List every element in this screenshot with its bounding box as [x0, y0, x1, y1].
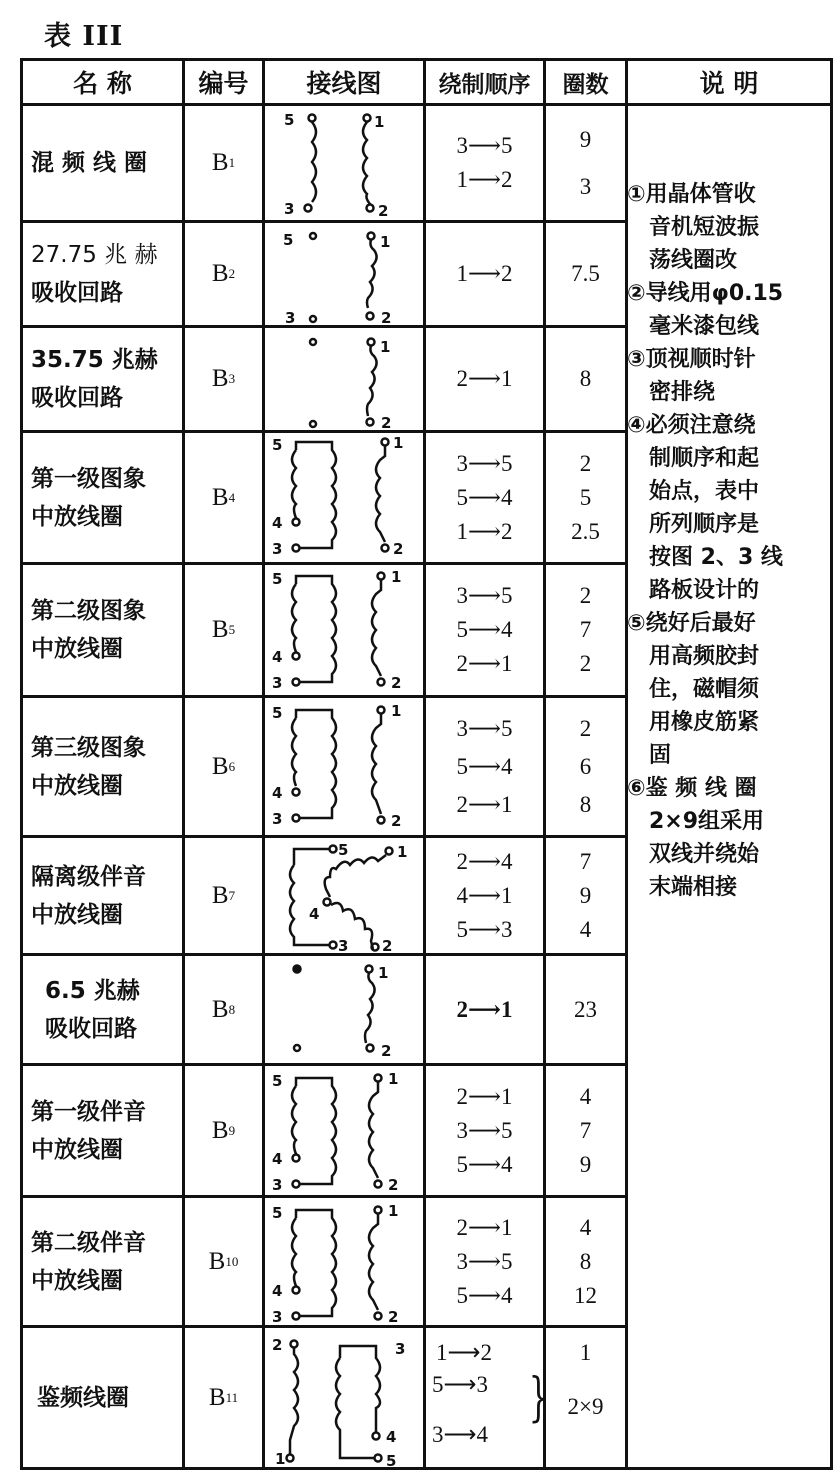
name-line: 中放线圈: [31, 1136, 123, 1163]
header-diagram: 接线图: [306, 69, 382, 98]
diagram-b6: [272, 702, 401, 830]
svg-text:5: 5: [272, 570, 283, 588]
code-subscript: 8: [228, 1001, 236, 1017]
diagram-b5: [272, 568, 401, 692]
order-step: 5⟶4: [456, 617, 513, 642]
turn-count: 2×9: [567, 1394, 604, 1419]
code-subscript: 10: [225, 1253, 239, 1269]
order-step: 1⟶2: [456, 261, 513, 286]
name-line: 27.75 兆 赫: [31, 242, 158, 268]
svg-text:5: 5: [283, 231, 294, 249]
order-step: 5⟶3: [456, 916, 513, 942]
code-subscript: 4: [228, 489, 236, 505]
svg-text:3: 3: [272, 674, 283, 692]
turn-count: 5: [579, 484, 592, 510]
order-step: 2⟶1: [456, 1214, 513, 1240]
order-step: 3⟶5: [456, 1117, 513, 1143]
order-step: 2⟶1: [456, 791, 513, 817]
order-step: 2⟶1: [456, 651, 513, 676]
svg-text:1: 1: [378, 964, 389, 982]
svg-text:5: 5: [272, 1204, 283, 1222]
turn-count: 7.5: [571, 261, 600, 286]
table-caption: 表 III: [44, 21, 124, 52]
note-line: 按图 2、3 线: [627, 545, 783, 570]
note-line: 音机短波振: [627, 215, 760, 240]
svg-text:1: 1: [391, 702, 402, 720]
svg-text:4: 4: [272, 1150, 283, 1168]
diagram-b2: [283, 231, 391, 327]
svg-text:4: 4: [272, 514, 283, 532]
svg-text:1: 1: [275, 1450, 286, 1468]
turn-count: 9: [579, 1151, 592, 1177]
code-subscript: 1: [228, 155, 236, 170]
diagram-b9: [272, 1070, 398, 1194]
order-step: 3⟶5: [456, 133, 513, 158]
diagram-b7: [290, 841, 407, 955]
note-line: 住，磁帽须: [627, 677, 760, 702]
order-step: 3⟶5: [456, 1248, 513, 1274]
name-line: 第一级伴音: [31, 1098, 146, 1125]
turn-count: 7: [579, 848, 592, 874]
order-step: 3⟶5: [456, 715, 513, 741]
svg-text:5: 5: [272, 704, 283, 722]
grouping-brace: }: [528, 1368, 549, 1428]
order-step: 5⟶3: [432, 1372, 488, 1397]
code-letter: B: [208, 1383, 226, 1411]
svg-text:2: 2: [378, 202, 389, 220]
svg-text:2: 2: [391, 812, 402, 830]
code-subscript: 5: [228, 622, 236, 637]
order-step: 5⟶4: [456, 753, 513, 779]
header-code: 编号: [198, 69, 249, 98]
note-line: ⑥鉴 频 线 圈: [627, 776, 757, 801]
note-line: 固: [627, 743, 672, 768]
order-step: 2⟶1: [456, 1083, 513, 1109]
svg-text:4: 4: [309, 905, 320, 923]
note-line: 用高频胶封: [627, 644, 760, 669]
svg-text:3: 3: [395, 1340, 406, 1358]
note-line: ①用晶体管收: [627, 182, 756, 207]
svg-text:1: 1: [388, 1070, 399, 1088]
order-step: 2⟶1: [456, 996, 513, 1022]
name-line: 吸收回路: [45, 1015, 137, 1042]
code-subscript: 9: [228, 1122, 236, 1138]
note-line: ③顶视顺时针: [627, 347, 756, 372]
svg-text:1: 1: [393, 434, 404, 452]
turn-count: 2.5: [571, 518, 600, 544]
order-step: 3⟶5: [456, 450, 513, 476]
svg-text:1: 1: [380, 338, 391, 356]
header-notes: 说 明: [699, 69, 759, 98]
code-letter: B: [211, 752, 229, 780]
turn-count: 2: [579, 651, 592, 676]
diagram-b8: [294, 964, 392, 1060]
turn-count: 2: [579, 715, 592, 741]
svg-text:1: 1: [388, 1202, 399, 1220]
turn-count: 12: [574, 1282, 597, 1308]
name-line: 隔离级伴音: [31, 863, 146, 890]
turn-count: 6: [579, 753, 592, 779]
turn-count: 8: [579, 1248, 592, 1274]
diagram-b3: [310, 338, 391, 432]
svg-text:1: 1: [374, 113, 385, 131]
name-line: 混 频 线 圈: [31, 150, 148, 176]
code-letter: B: [211, 1116, 229, 1144]
order-step: 1⟶2: [456, 518, 513, 544]
svg-text:5: 5: [272, 1072, 283, 1090]
svg-text:1: 1: [397, 843, 408, 861]
code-letter: B: [211, 260, 229, 287]
turn-count: 7: [579, 1117, 592, 1143]
name-line: 中放线圈: [31, 772, 123, 799]
code-subscript: 2: [228, 266, 236, 281]
name-line: 中放线圈: [31, 503, 123, 530]
name-line: 35.75 兆赫: [31, 347, 158, 373]
turn-count: 8: [579, 366, 592, 391]
code-letter: B: [208, 1247, 226, 1275]
svg-text:4: 4: [272, 648, 283, 666]
code-letter: B: [211, 616, 229, 643]
code-subscript: 11: [225, 1389, 239, 1405]
name-line: 吸收回路: [31, 385, 123, 411]
note-line: 用橡皮筋紧: [627, 710, 760, 735]
svg-text:1: 1: [391, 568, 402, 586]
note-line: ⑤绕好后最好: [627, 611, 756, 636]
turn-count: 1: [579, 1340, 592, 1365]
diagram-b10: [272, 1202, 398, 1326]
name-line: 中放线圈: [31, 901, 123, 928]
code-letter: B: [211, 483, 229, 511]
svg-text:4: 4: [272, 784, 283, 802]
name-line: 第二级伴音: [31, 1229, 146, 1256]
turn-count: 9: [579, 126, 592, 152]
name-line: 第二级图象: [31, 598, 146, 624]
svg-text:3: 3: [284, 200, 295, 218]
svg-text:2: 2: [381, 1042, 392, 1060]
note-line: 毫米漆包线: [627, 314, 760, 339]
note-line: 路板设计的: [627, 578, 760, 603]
code-subscript: 3: [228, 371, 236, 386]
order-step: 3⟶4: [432, 1422, 488, 1447]
header-turns: 圈数: [562, 71, 609, 98]
note-line: 双线并绕始: [627, 842, 760, 867]
turn-count: 23: [574, 996, 597, 1022]
turn-count: 2: [579, 583, 592, 608]
code-letter: B: [211, 149, 229, 176]
turn-count: 4: [579, 916, 592, 942]
svg-text:3: 3: [272, 810, 283, 828]
note-line: 始点，表中: [627, 479, 760, 504]
note-line: ②导线用φ0.15: [627, 281, 784, 306]
svg-text:3: 3: [272, 1176, 283, 1194]
svg-text:2: 2: [382, 937, 393, 955]
svg-text:5: 5: [338, 841, 349, 859]
turn-count: 8: [579, 791, 592, 817]
order-step: 1⟶2: [436, 1340, 492, 1365]
order-step: 1⟶2: [456, 167, 513, 192]
svg-text:2: 2: [272, 1336, 283, 1354]
turn-count: 3: [579, 173, 592, 199]
svg-text:3: 3: [338, 937, 349, 955]
svg-text:2: 2: [391, 674, 402, 692]
svg-text:5: 5: [284, 111, 295, 129]
note-line: 密排绕: [627, 380, 716, 405]
svg-text:2: 2: [393, 540, 404, 558]
name-line: 6.5 兆赫: [45, 977, 140, 1004]
svg-text:2: 2: [388, 1308, 399, 1326]
name-line: 中放线圈: [31, 1267, 123, 1294]
svg-text:2: 2: [388, 1176, 399, 1194]
diagram-b1: [284, 111, 388, 220]
turn-count: 9: [579, 882, 592, 908]
header-winding-order: 绕制顺序: [438, 71, 531, 98]
order-step: 2⟶1: [456, 366, 513, 391]
svg-text:4: 4: [272, 1282, 283, 1300]
note-line: 末端相接: [627, 875, 738, 900]
code-letter: B: [211, 881, 229, 909]
order-step: 3⟶5: [456, 583, 513, 608]
code-subscript: 6: [228, 758, 236, 774]
order-step: 5⟶4: [456, 1151, 513, 1177]
name-line: 吸收回路: [31, 280, 123, 306]
note-line: 所列顺序是: [627, 512, 760, 537]
name-line: 第一级图象: [31, 465, 146, 492]
note-line: 荡线圈改: [627, 248, 738, 273]
name-line: 第三级图象: [31, 734, 146, 761]
order-step: 5⟶4: [456, 484, 513, 510]
svg-text:3: 3: [285, 309, 296, 327]
order-step: 5⟶4: [456, 1282, 513, 1308]
turn-count: 4: [579, 1083, 592, 1109]
svg-text:5: 5: [272, 436, 283, 454]
turn-count: 7: [579, 617, 592, 642]
turn-count: 2: [579, 450, 592, 476]
svg-text:3: 3: [272, 540, 283, 558]
note-line: 制顺序和起: [627, 446, 760, 471]
order-step: 4⟶1: [456, 882, 513, 908]
svg-text:5: 5: [386, 1452, 397, 1470]
name-line: 中放线圈: [31, 636, 123, 662]
turn-count: 4: [579, 1214, 592, 1240]
code-subscript: 7: [228, 887, 236, 903]
svg-text:4: 4: [386, 1428, 397, 1446]
code-letter: B: [211, 365, 229, 392]
diagram-b11: [272, 1336, 405, 1470]
note-line: 2×9组采用: [627, 809, 765, 834]
order-step: 2⟶4: [456, 848, 513, 874]
code-letter: B: [211, 995, 229, 1023]
svg-text:2: 2: [381, 414, 392, 432]
svg-text:2: 2: [381, 309, 392, 327]
name-line: 鉴频线圈: [37, 1384, 129, 1411]
svg-text:3: 3: [272, 1308, 283, 1326]
svg-text:1: 1: [380, 233, 391, 251]
note-line: ④必须注意绕: [627, 413, 756, 438]
header-name: 名 称: [73, 69, 132, 98]
diagram-b4: [272, 434, 403, 558]
